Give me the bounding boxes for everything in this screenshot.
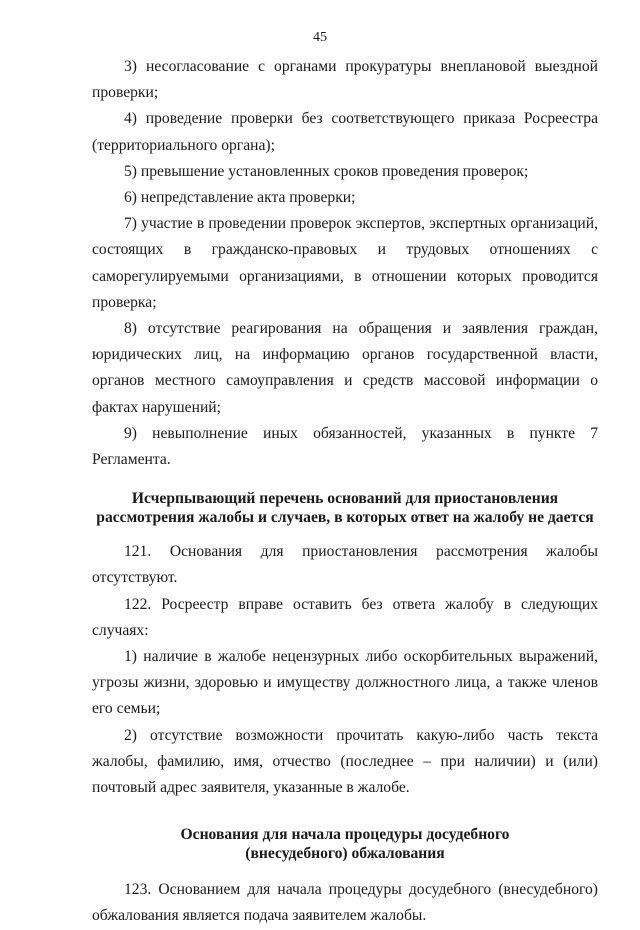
list-item: 3) несогласование с органами прокуратуры внеплановой выездной проверки;: [92, 58, 598, 102]
paragraph: 121. Основания для приостановления рассмотрения жалобы отсутствуют.: [92, 543, 598, 587]
section-heading-line: (внесудебного) обжалования: [245, 845, 445, 863]
page-number: 45: [313, 30, 327, 45]
paragraph: 122. Росреестр вправе оставить без ответа жалобу в следующих случаях:: [92, 595, 598, 639]
list-item: 5) превышение установленных сроков проведения проверок;: [124, 162, 529, 180]
section-heading: [92, 825, 598, 863]
paragraph: 123. Основанием для начала процедуры досудебного (внесудебного) обжалования является подача заявителем жалобы.: [92, 881, 598, 925]
section-heading-line: Исчерпывающий перечень оснований для приостановления: [131, 490, 559, 508]
list-item: 1) наличие в жалобе нецензурных либо оскорбительных выражений, угрозы жизни, здоровью и имуществу должностного лица, а также членов его семьи;: [92, 648, 598, 718]
list-item: 9) невыполнение иных обязанностей, указанных в пункте 7 Регламента.: [92, 424, 598, 469]
section-heading: [92, 489, 598, 527]
section-heading-line: рассмотрения жалобы и случаев, в которых ответ на жалобу не дается: [96, 509, 594, 527]
list-item: 7) участие в проведении проверок экспертов, экспертных организаций, состоящих в гражданско-правовых и трудовых отношениях с саморегулируемыми организациями, в отношении которых проводится проверка;: [92, 215, 598, 311]
document-body: [92, 54, 598, 930]
list-item: 2) отсутствие возможности прочитать какую-либо часть текста жалобы, фамилию, имя, отчество (последнее – при наличии) и (или) почтовый адрес заявителя, указанные в жалобе.: [92, 726, 598, 797]
section-heading-line: Основания для начала процедуры досудебного: [180, 826, 510, 844]
list-item: 4) проведение проверки без соответствующего приказа Росреестра (территориального органа);: [92, 110, 598, 154]
list-item: 8) отсутствие реагирования на обращения и заявления граждан, юридических лиц, на информацию органов государственной власти, органов местного самоуправления и средств массовой информации о фактах нарушений;: [92, 320, 598, 416]
list-item: 6) непредставление акта проверки;: [124, 189, 356, 207]
